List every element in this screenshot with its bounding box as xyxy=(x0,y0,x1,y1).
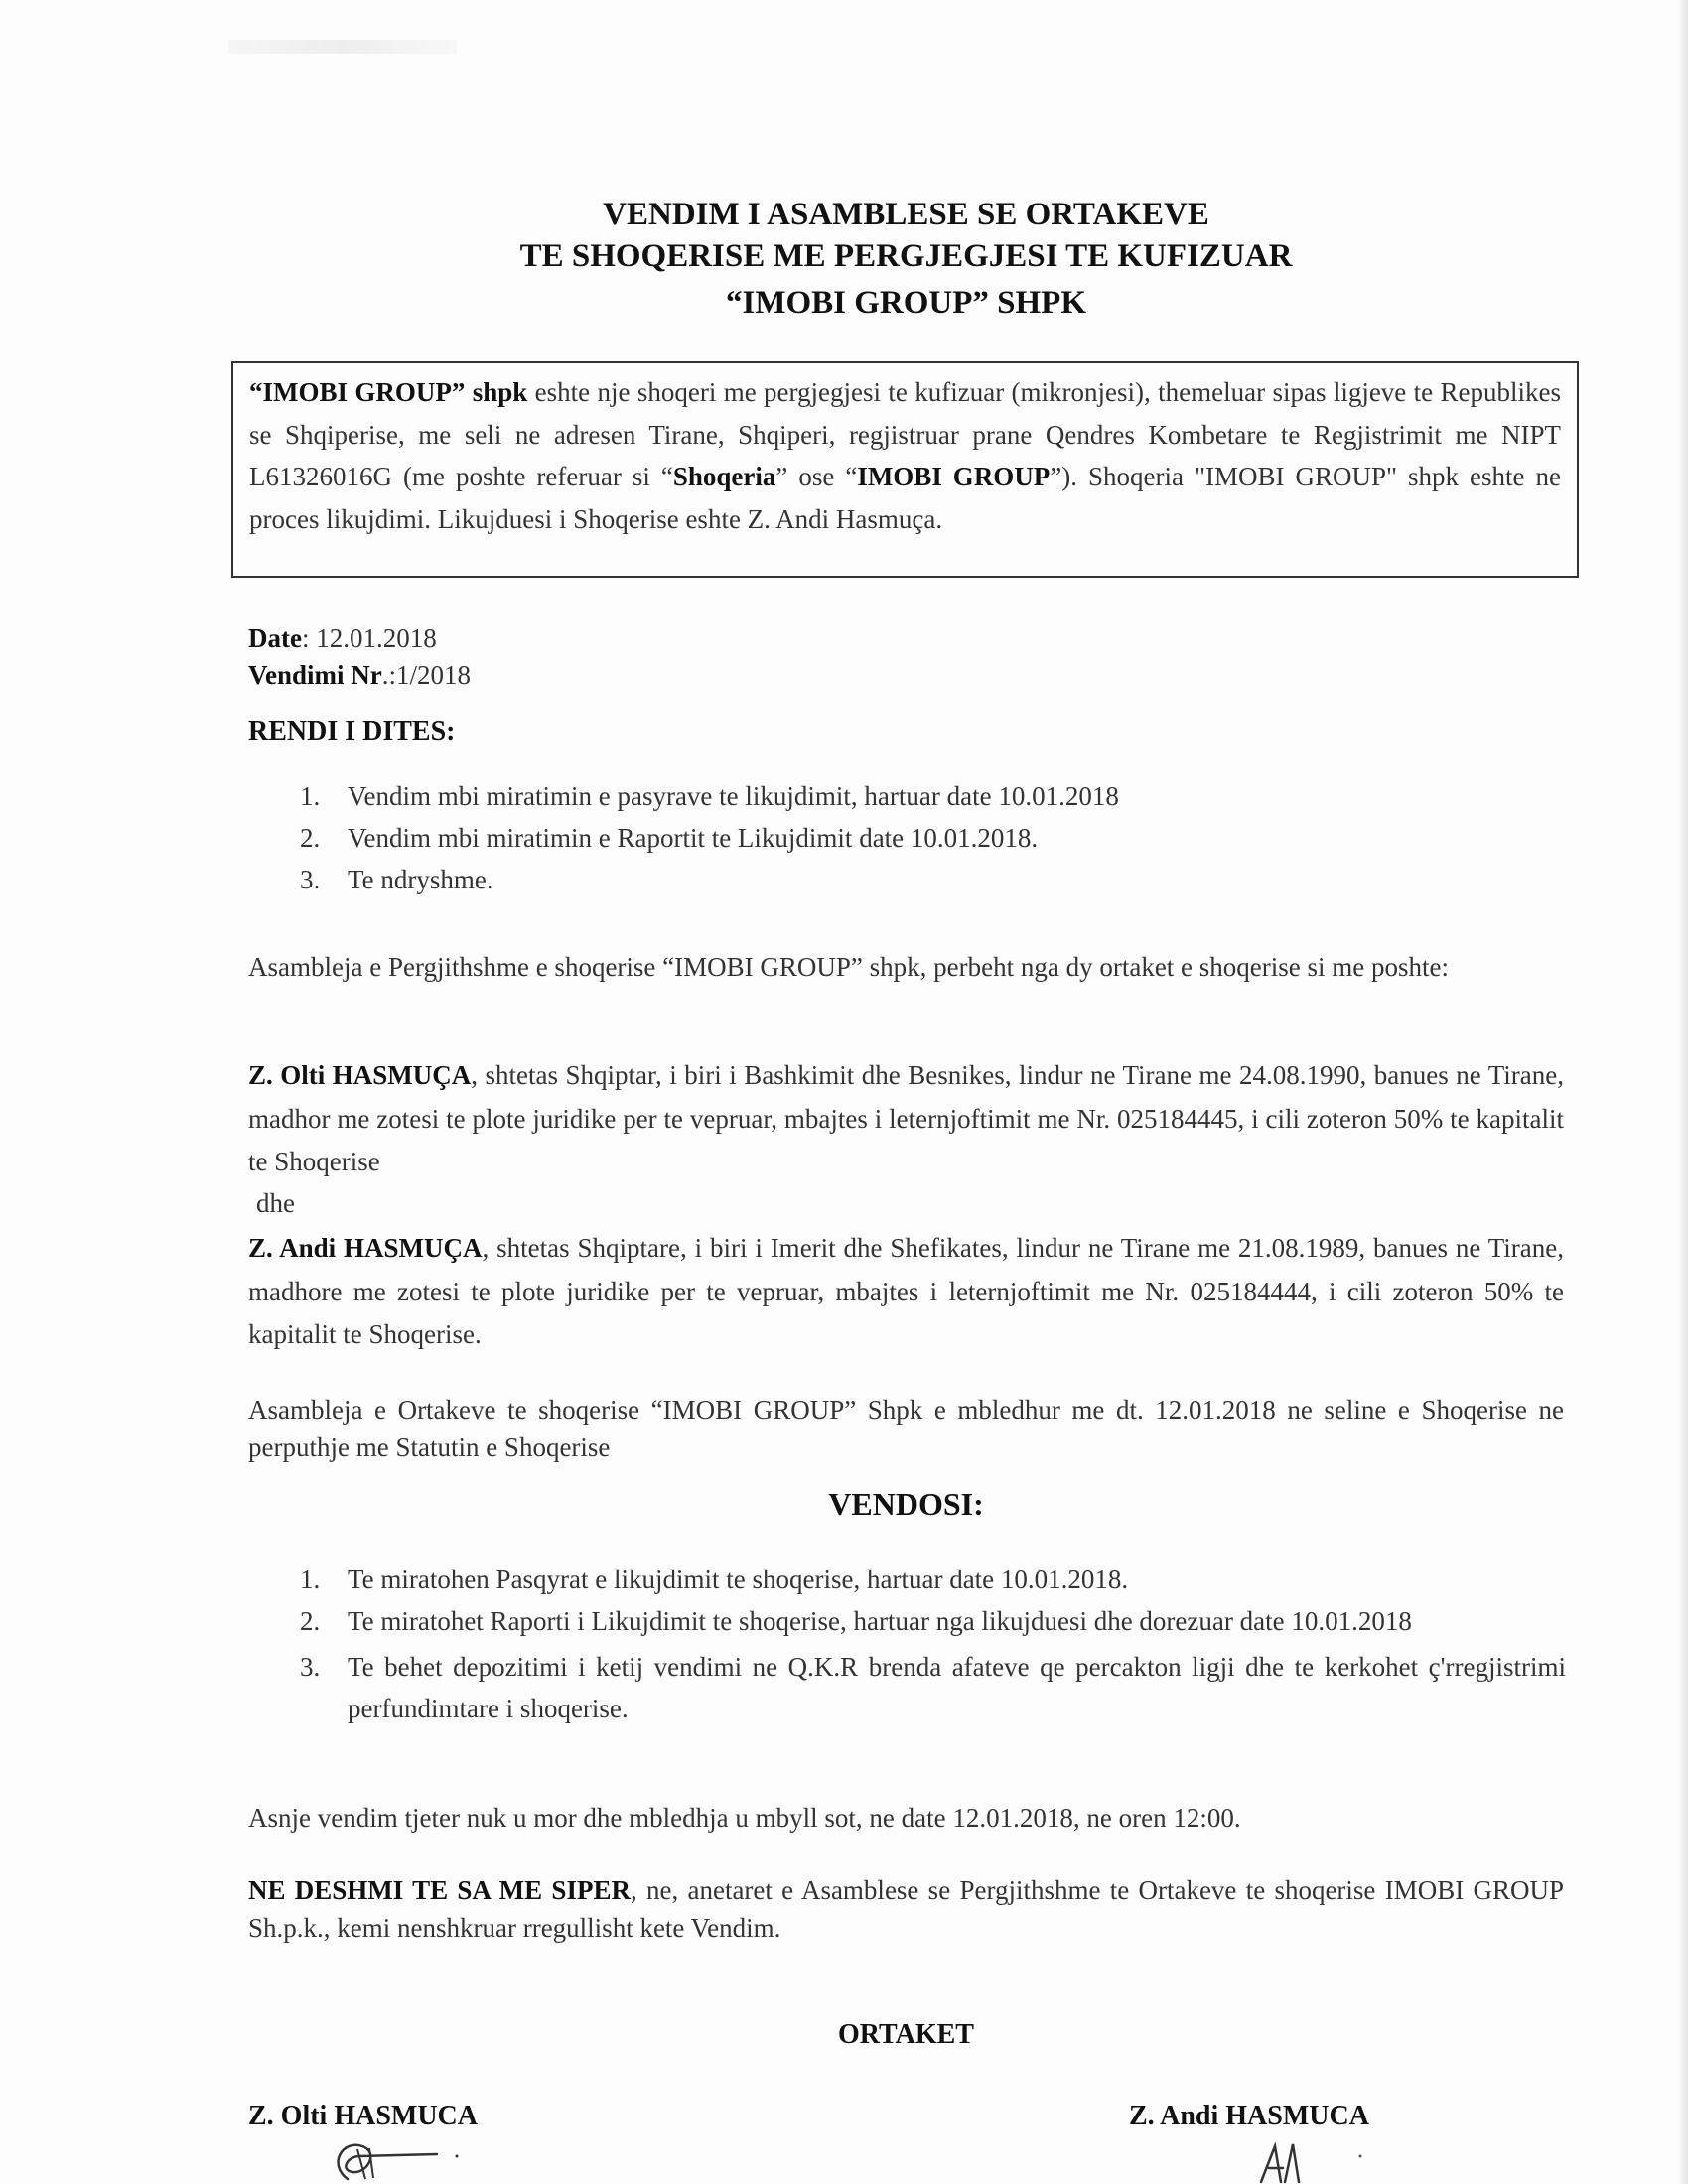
witness-paragraph: NE DESHMI TE SA ME SIPER, ne, anetaret e Asamblese se Pergjithshme te Ortakeve te shoqerise IMOBI GROUP Sh.p.k., kemi nenshkruar rregullisht kete Vendim. xyxy=(248,1875,1564,1943)
list-item: 1. Te miratohen Pasqyrat e likujdimit te shoqerise, hartuar date 10.01.2018. xyxy=(300,1565,1129,1594)
title-line-2: TE SHOQERISE ME PERGJEGJESI TE KUFIZUAR xyxy=(519,238,1293,274)
conjunction-text: dhe xyxy=(256,1188,295,1218)
date-label: Date xyxy=(248,623,302,653)
signatory-right-name: Z. Andi HASMUCA xyxy=(1129,2101,1369,2131)
company-info-box xyxy=(231,361,1579,578)
signature-right-image xyxy=(1241,2134,1380,2184)
list-item: 3. Te behet depozitimi i ketij vendimi ne Q.K.R brenda afateve qe percakton ligji dhe te kerkohet ç'rregjistrimi perfundimtare i shoqerise. xyxy=(300,1652,1566,1723)
company-name: “IMOBI GROUP” shpk xyxy=(249,377,528,407)
signatory-left-name: Z. Olti HASMUCA xyxy=(248,2101,478,2131)
date-value: : 12.01.2018 xyxy=(301,623,437,653)
closing-paragraph: Asnje vendim tjeter nuk u mor dhe mbledhja u mbyll sot, ne date 12.01.2018, ne oren 12:00. xyxy=(248,1803,1241,1833)
assembly-intro-paragraph: Asambleja e Pergjithshme e shoqerise “IMOBI GROUP” shpk, perbeht nga dy ortaket e shoqerise si me poshte: xyxy=(248,952,1450,982)
list-item: 2. Te miratohet Raporti i Likujdimit te shoqerise, hartuar nga likujduesi dhe dorezuar date 10.01.2018 xyxy=(300,1606,1412,1636)
signature-left-image xyxy=(318,2134,496,2184)
list-item: 1. Vendim mbi miratimin e pasyrave te likujdimit, hartuar date 10.01.2018 xyxy=(300,781,1119,811)
partner-1-name: Z. Olti HASMUÇA xyxy=(248,1060,472,1090)
company-info-text: “IMOBI GROUP” shpk eshte nje shoqeri me pergjegjesi te kufizuar (mikronjesi), themeluar sipas ligjeve te Republikes se Shqiperise, me seli ne adresen Tirane, Shqiperi, regjistruar prane Qendres Kombetare te Regjistrimit me NIPT L61326016G (me poshte referuar si “Shoqeria” ose “IMOBI GROUP”). Shoqeria "IMOBI GROUP" shpk eshte ne proces likujdimi. Likujduesi i Shoqerise eshte Z. Andi Hasmuça. xyxy=(249,377,1561,534)
decision-number-label: Vendimi Nr xyxy=(248,660,382,690)
agenda-heading: RENDI I DITES: xyxy=(248,716,456,747)
decision-number-line xyxy=(248,654,471,697)
agenda-list xyxy=(300,775,1293,900)
decision-heading: VENDOSI: xyxy=(828,1486,984,1522)
partner-2-name: Z. Andi HASMUÇA xyxy=(248,1233,483,1263)
decision-list xyxy=(300,1559,1566,1729)
partner-1-paragraph: Z. Olti HASMUÇA, shtetas Shqiptar, i biri i Bashkimit dhe Besnikes, lindur ne Tirane me 24.08.1990, banues ne Tirane, madhor me zotesi te plote juridike per te vepruar, mbajtes i leternjoftimit me Nr. 025184445, i cili zoteron 50% te kapitalit te Shoqerise xyxy=(248,1060,1565,1176)
scan-edge-shadow xyxy=(1678,0,1688,2184)
imobi-group-term: IMOBI GROUP xyxy=(857,462,1051,491)
title-line-1: VENDIM I ASAMBLESE SE ORTAKEVE xyxy=(603,197,1209,232)
partner-2-paragraph: Z. Andi HASMUÇA, shtetas Shqiptare, i biri i Imerit dhe Shefikates, lindur ne Tirane me 21.08.1989, banues ne Tirane, madhore me zotesi te plote juridike per te vepruar, mbajtes i leternjoftimit me Nr. 025184444, i cili zoteron 50% te kapitalit te Shoqerise. xyxy=(248,1233,1564,1349)
decision-number-value: .:1/2018 xyxy=(381,660,472,690)
meeting-paragraph: Asambleja e Ortakeve te shoqerise “IMOBI GROUP” Shpk e mbledhur me dt. 12.01.2018 ne seline e Shoqerise ne perputhje me Statutin e Shoqerise xyxy=(248,1395,1564,1462)
witness-heading: NE DESHMI TE SA ME SIPER xyxy=(248,1875,631,1905)
signatures-heading: ORTAKET xyxy=(838,2019,974,2050)
scan-artifact xyxy=(228,40,457,54)
shoqeria-term: Shoqeria xyxy=(672,462,776,491)
list-item: 3. Te ndryshme. xyxy=(300,865,493,894)
title-line-3: “IMOBI GROUP” SHPK xyxy=(725,285,1087,321)
list-item: 2. Vendim mbi miratimin e Raportit te Likujdimit date 10.01.2018. xyxy=(300,823,1039,853)
